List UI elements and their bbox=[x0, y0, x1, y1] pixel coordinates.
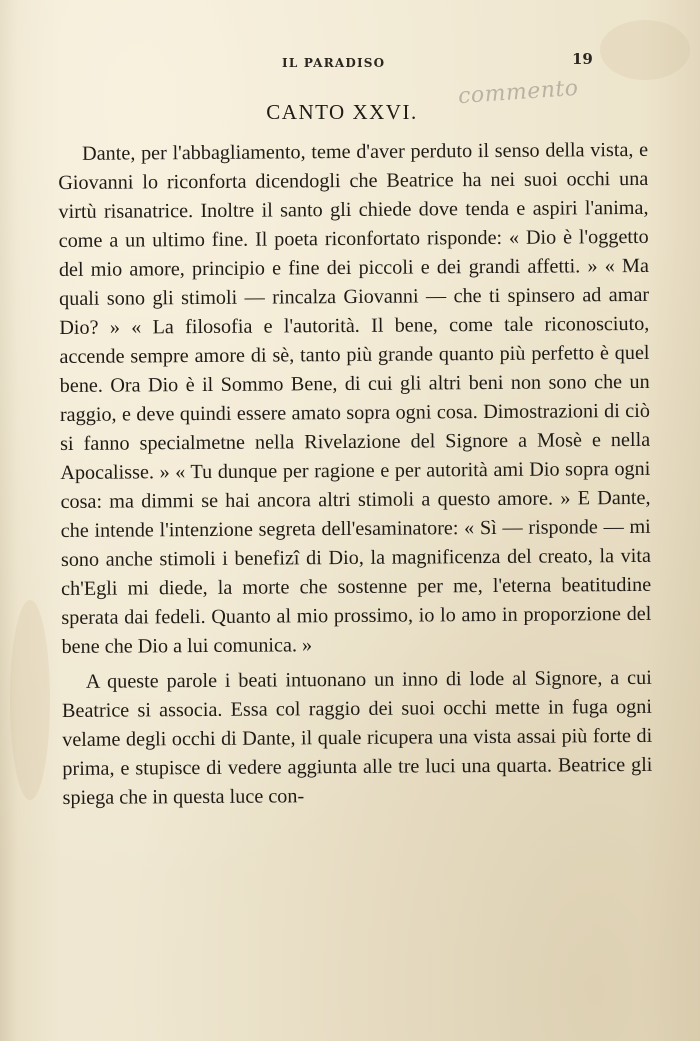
pencil-annotation: commento bbox=[457, 75, 580, 110]
canto-title: CANTO XXVI. bbox=[266, 100, 418, 124]
paper-stain bbox=[10, 600, 50, 800]
page-header bbox=[0, 50, 700, 78]
paragraph: Dante, per l'abbagliamento, teme d'aver perduto il senso della vista, e Giovanni lo riconforta dicendogli che Beatrice ha nei suoi occhi una virtù risanatrice. Inoltre il santo gli chiede dove tenda e aspiri l'anima, come a un ultimo fine. Il poeta riconfortato risponde: « Dio è l'oggetto del mio amore, principio e fine dei piccoli e dei grandi affetti. » « Ma quali sono gli stimoli — rincalza Giovanni — che ti spinsero ad amar Dio? » « La filosofia e l'autorità. Il bene, come tale riconosciuto, accende sempre amore di sè, tanto più grande quanto più perfetto è quel bene. Ora Dio è il Sommo Bene, di cui gli altri beni non sono che un raggio, e deve quindi essere amato sopra ogni cosa. Dimostrazioni di ciò si fanno specialmetne nella Rivelazione del Signore a Mosè e nella Apocalisse. » « Tu dunque per ragione e per autorità ami Dio sopra ogni cosa: ma dimmi se hai ancora altri stimoli a questo amore. » E Dante, che intende l'intenzione segreta dell'esaminatore: « Sì — risponde — mi sono anche stimoli i benefizî di Dio, la magnificenza del creato, la vita ch'Egli mi diede, la morte che sostenne per me, l'eterna beatitudine sperata dai fedeli. Quanto al mio prossimo, io lo amo in proporzione del bene che Dio a lui comunica. » bbox=[58, 138, 652, 658]
summary-text bbox=[58, 136, 653, 813]
paragraph: A queste parole i beati intuonano un inno di lode al Signore, a cui Beatrice si associa. Essa col raggio dei suoi occhi mette in fuga ogni velame degli occhi di Dante, il quale ricupera una vista assai più forte di prima, e stupisce di vedere aggiunta alle tre luci una quarta. Beatrice gli spiega che in questa luce con- bbox=[61, 666, 653, 809]
running-title: IL PARADISO bbox=[282, 56, 386, 70]
page-number: 19 bbox=[572, 50, 593, 68]
